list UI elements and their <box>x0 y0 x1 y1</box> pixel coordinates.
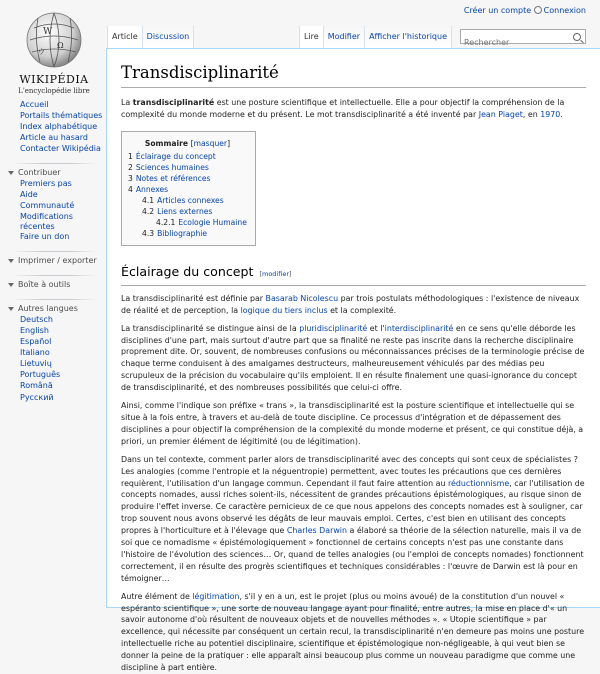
toc-item[interactable]: 4.2.1 Ecologie Humaine <box>156 217 247 227</box>
link-reductionnisme[interactable]: réductionnisme <box>447 478 510 488</box>
lang-link-pt[interactable]: Português <box>20 370 61 380</box>
login-link[interactable]: Connexion <box>543 6 586 15</box>
paragraph: Ainsi, comme l'indique son préfixe « trans », la transdisciplinarité est la posture scientifique et intellectuelle qui se situe à la fois entre, à travers et au-delà de toute discipline. Ce processus d'intégration et de dépassement des disciplines a pour objectif la compréhension de la complexité du monde moderne et présent, ce qui constitue déjà, a priori, un premier élément de légitimité (ou de légitimation). <box>121 401 584 446</box>
sidebar-item-community[interactable]: Communauté <box>20 201 75 211</box>
sidebar-item-recent-changes[interactable]: Modifications récentes <box>20 212 73 231</box>
chevron-down-icon <box>8 283 14 287</box>
puzzle-globe-icon <box>24 10 84 70</box>
lang-link-it[interactable]: Italiano <box>20 348 50 358</box>
tab-discussion[interactable]: Discussion <box>142 26 195 48</box>
toc-item[interactable]: 4.3 Bibliographie <box>142 228 208 238</box>
sidebar-item-random[interactable]: Article au hasard <box>20 133 88 143</box>
namespace-tabs <box>107 26 194 48</box>
chevron-down-icon <box>8 307 14 311</box>
sidebar <box>0 100 106 404</box>
tab-read[interactable]: Lire <box>299 26 323 48</box>
portal-print-toggle[interactable]: Imprimer / exporter <box>0 255 106 267</box>
personal-tools <box>458 6 586 15</box>
toc-title: Sommaire <box>144 138 188 148</box>
tab-article[interactable]: Article <box>107 26 142 48</box>
sidebar-item-donate[interactable]: Faire un don <box>20 232 70 242</box>
section-heading: Éclairage du concept [modifier] <box>121 264 586 286</box>
lang-link-ru[interactable]: Русский <box>20 392 54 402</box>
chevron-down-icon <box>8 171 14 175</box>
link-basarab-nicolescu[interactable]: Basarab Nicolescu <box>265 293 339 303</box>
logo-wordmark: WIKIPÉDIA <box>19 73 89 86</box>
toc-item[interactable]: 3 Notes et références <box>128 173 211 183</box>
paragraph: La transdisciplinarité est définie par Basarab Nicolescu par trois postulats méthodologiques : l'existence de niveaux de réalité et de perception, la logique du tiers inclus et la complexité. <box>121 293 580 315</box>
link-charles-darwin[interactable]: Charles Darwin <box>286 526 347 536</box>
paragraph: La transdisciplinarité se distingue ainsi de la pluridisciplinarité et l'interdisciplinarité en ce sens qu'elle déborde les disciplines d'une part, mais surtout d'autre part que sa finalité ne reste pas inscrite dans la recherche disciplinaire proprement dite. Or, souvent, de nombreuses confusions ou méconnaissances précises de la terminologie précise de chaque terme conduisent à des amalgames destructeurs, malheureusement véhiculés par des médias peu scrupuleux de la précision du vocabulaire qu'ils emploient. Il en résulte finalement une quasi-ignorance du concept de transdisciplinarité, et des nombreuses possibilités que celui-ci offre. <box>121 323 585 393</box>
link-legitimation[interactable]: légitimation <box>192 591 240 601</box>
sidebar-item-contact[interactable]: Contacter Wikipédia <box>20 144 101 154</box>
page-title: Transdisciplinarité <box>121 63 586 88</box>
user-icon <box>534 6 542 14</box>
sidebar-item-home[interactable]: Accueil <box>20 100 49 109</box>
sidebar-item-first-steps[interactable]: Premiers pas <box>20 178 72 188</box>
portal-contribute-toggle[interactable]: Contribuer <box>0 167 106 179</box>
article-content <box>106 48 600 673</box>
svg-text:ウ: ウ <box>38 48 45 56</box>
link-interdisciplinarite[interactable]: interdisciplinarité <box>384 323 454 333</box>
link-tiers-inclus[interactable]: logique du tiers inclus <box>240 305 328 315</box>
portal-tools <box>0 275 106 291</box>
table-of-contents: Sommaire [masquer] 1 Éclairage du concept 2 Sciences humaines 3 Notes et références 4 Annexes 4.1 Articles connexes 4.2 Liens externes 4.2.1 Ecologie Humaine 4.3 Bibliographie <box>121 131 256 246</box>
toc-item[interactable]: 4.2 Liens externes 4.2.1 Ecologie Humaine <box>142 206 247 227</box>
tab-edit[interactable]: Modifier <box>323 26 364 48</box>
svg-text:W: W <box>43 27 53 37</box>
sidebar-item-help[interactable]: Aide <box>20 190 38 200</box>
toc-item[interactable]: 4 Annexes 4.1 Articles connexes 4.2 Liens externes 4.2.1 Ecologie Humaine 4.3 Bibliographie <box>128 184 247 238</box>
portal-tools-toggle[interactable]: Boîte à outils <box>0 279 106 291</box>
toc-item[interactable]: 1 Éclairage du concept <box>128 151 216 161</box>
view-tabs <box>299 26 452 48</box>
search-box <box>460 29 586 44</box>
sidebar-nav <box>0 100 106 155</box>
tab-history[interactable]: Afficher l'historique <box>364 26 452 48</box>
paragraph: Autre élément de légitimation, s'il y en a un, est le projet (plus ou moins avoué) de la constitution d'un nouvel « espéranto scientifique », une sorte de nouveau langage ayant pour finalité, entre autres, la mise en place d'« un savoir autonome d'où résultent de nouveaux objets et de nouvelles méthodes ». « Utopie scientifique » par excellence, qui nécessite par conséquent un certain recul, la transdisciplinarité n'en demeure pas moins une posture intellectuelle riche au potentiel disciplinaire, scientifique et épistémologique non-négligeable, à qui veut bien se donner la peine de la pratiquer : elle apparaît ainsi beaucoup plus comme un nouveau paradigme que comme une discipline à part entière. <box>121 591 585 673</box>
toc-item[interactable]: 2 Sciences humaines <box>128 162 209 172</box>
section-edit-link[interactable]: modifier <box>261 269 289 278</box>
lang-link-ro[interactable]: Română <box>20 381 53 391</box>
logo-tagline: L'encyclopédie libre <box>18 87 90 95</box>
toc-toggle[interactable]: masquer <box>193 138 228 148</box>
svg-text:Ω: Ω <box>57 41 64 50</box>
toc-item[interactable]: 4.1 Articles connexes <box>142 195 224 205</box>
sidebar-item-index[interactable]: Index alphabétique <box>20 122 98 132</box>
portal-print <box>0 251 106 267</box>
lang-link-en[interactable]: English <box>20 325 49 335</box>
portal-languages <box>0 299 106 403</box>
portal-languages-toggle[interactable]: Autres langues <box>0 303 106 315</box>
intro-paragraph: La transdisciplinarité est une posture scientifique et intellectuelle. Elle a pour objectif la compréhension de la complexité du monde moderne et du présent. Le mot transdisciplinarité a été inventé par Jean Piaget, en 1970. <box>121 98 565 119</box>
lang-link-de[interactable]: Deutsch <box>20 314 53 324</box>
wikipedia-logo[interactable] <box>12 10 96 96</box>
link-1970[interactable]: 1970 <box>540 109 561 119</box>
chevron-down-icon <box>8 259 14 263</box>
portal-contribute <box>0 163 106 243</box>
link-jean-piaget[interactable]: Jean Piaget <box>478 109 523 119</box>
lang-link-lt[interactable]: Lietuvių <box>20 359 52 369</box>
search-icon[interactable] <box>573 33 581 41</box>
lang-link-es[interactable]: Español <box>20 337 52 347</box>
sidebar-item-portals[interactable]: Portails thématiques <box>20 111 103 121</box>
link-pluridisciplinarite[interactable]: pluridisciplinarité <box>299 323 368 333</box>
create-account-link[interactable]: Créer un compte <box>463 6 532 15</box>
paragraph: Dans un tel contexte, comment parler alors de transdisciplinarité avec des concepts qui sont ceux de spécialistes ? Les analogies (comme l'entropie et la néguentropie) permettent, avec toutes les précautions que ces dernières requièrent, l'utilisation d'un langage commun. Cependant il faut faire attention au réductionnisme, car l'utilisation de concepts nomades, aussi riches soient-ils, nécessitent de grandes précautions épistémologiques, au risque sinon de produire l'effet inverse. Ce caractère pernicieux de ce que nous appelons des concepts nomades est à souligner, car trop souvent nous avons observé les dégâts de leur mauvais emploi. Certes, c'est bien en utilisant des concepts propres à l'horticulture et à l'élevage que Charles Darwin a élaboré sa théorie de la sélection naturelle, mais il va de soi que ce nomadisme « épistémologiquement » fonctionnel de certains concepts n'est pas une constante dans l'histoire de l'évolution des sciences… Or, quand de telles analogies (ou l'emploi de concepts nomades) fonctionnent correctement, il en résulte des progrès scientifiques et techniques considérables : l'œuvre de Darwin est là pour en témoigner… <box>121 454 585 583</box>
